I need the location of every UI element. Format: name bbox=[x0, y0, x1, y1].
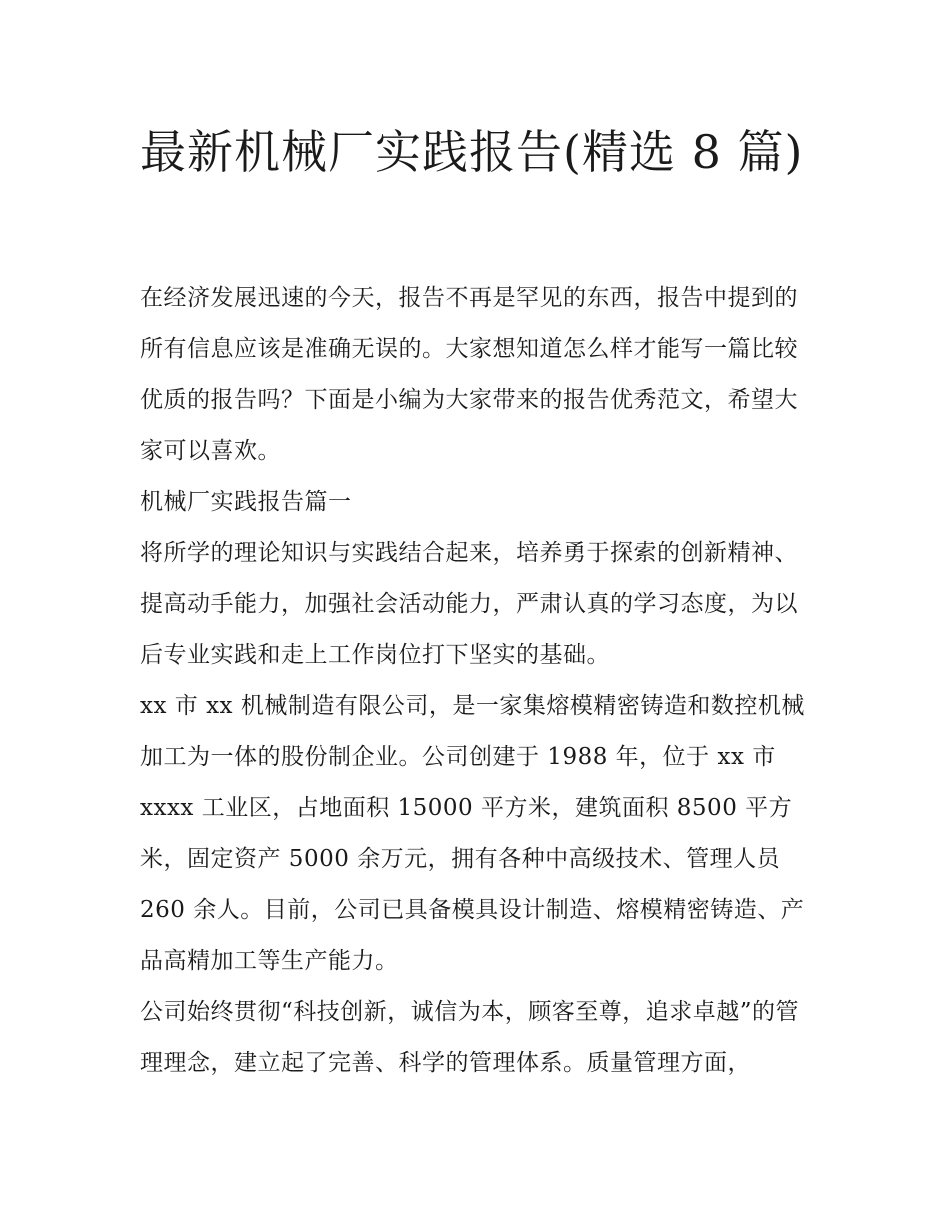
intro-paragraph: 在经济发展迅速的今天，报告不再是罕见的东西，报告中提到的所有信息应该是准确无误的。大家想知道怎么样才能写一篇比较优质的报告吗？下面是小编为大家带来的报告优秀范文，希望大家可以喜欢。 bbox=[140, 285, 798, 464]
document-body bbox=[140, 273, 820, 1089]
body-paragraph-2: xx 市 xx 机械制造有限公司，是一家集熔模精密铸造和数控机械加工为一体的股份制企业。公司创建于 1988 年，位于 xx 市 xxxx 工业区，占地面积 15000 平方米，建筑面积 8500 平方米，固定资产 5000 余万元，拥有各种中高级技术、管理人员 260 余人。目前，公司已具备模具设计制造、熔模精密铸造、产品高精加工等生产能力。 bbox=[140, 693, 805, 974]
body-paragraph-3: 公司始终贯彻“科技创新，诚信为本，顾客至尊，追求卓越”的管理理念，建立起了完善、科学的管理体系。质量管理方面， bbox=[140, 999, 800, 1076]
body-paragraph-1: 将所学的理论知识与实践结合起来，培养勇于探索的创新精神、提高动手能力，加强社会活动能力，严肃认真的学习态度，为以后专业实践和走上工作岗位打下坚实的基础。 bbox=[140, 540, 798, 668]
section-heading: 机械厂实践报告篇一 bbox=[140, 489, 352, 515]
document-title: 最新机械厂实践报告(精选 8 篇) bbox=[140, 125, 804, 179]
